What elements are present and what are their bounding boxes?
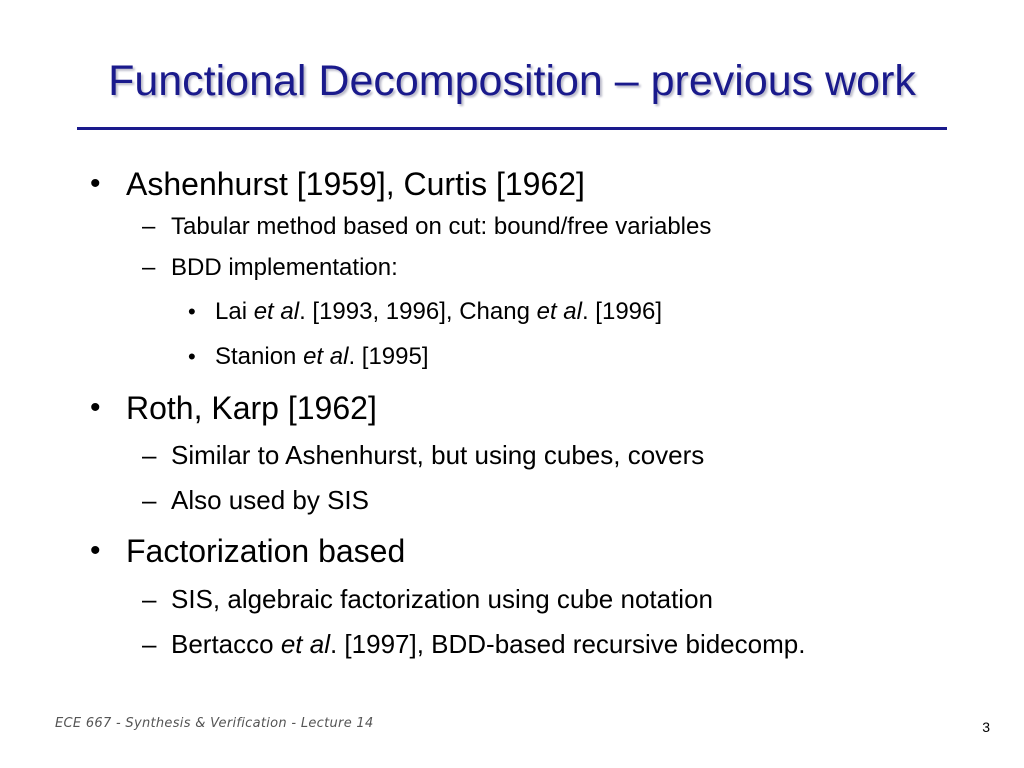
slide-footer: ECE 667 - Synthesis & Verification - Lecture 14: [55, 716, 374, 731]
dash-marker: –: [142, 440, 157, 470]
list-item-text: Roth, Karp [1962]: [126, 390, 377, 426]
list-item-text: Ashenhurst [1959], Curtis [1962]: [126, 166, 585, 202]
list-item-text: Bertacco et al. [1997], BDD-based recursive bidecomp.: [171, 629, 806, 659]
dash-marker: –: [142, 629, 157, 659]
dash-marker: –: [142, 584, 157, 614]
list-item-text: Stanion et al. [1995]: [215, 343, 429, 370]
list-item: [188, 342, 429, 372]
slide-title: Functional Decomposition – previous work: [108, 57, 916, 105]
list-item: [142, 439, 704, 471]
bullet-marker: •: [188, 299, 196, 324]
list-item-text: BDD implementation:: [171, 254, 398, 281]
list-item: [142, 253, 398, 283]
list-item: [90, 165, 585, 203]
list-item: [90, 532, 405, 570]
list-item-text: Lai et al. [1993, 1996], Chang et al. [1996]: [215, 298, 663, 325]
list-item-text: Also used by SIS: [171, 485, 369, 515]
list-item-text: Tabular method based on cut: bound/free variables: [171, 213, 712, 240]
list-item-text: Similar to Ashenhurst, but using cubes, covers: [171, 440, 705, 470]
dash-marker: –: [142, 213, 156, 240]
list-item-text: SIS, algebraic factorization using cube notation: [171, 584, 714, 614]
dash-marker: –: [142, 254, 156, 281]
title-underline: [77, 127, 947, 130]
dash-marker: –: [142, 485, 157, 515]
list-item: [142, 212, 711, 242]
list-item: [142, 583, 713, 615]
list-item: [90, 389, 377, 427]
list-item-text: Factorization based: [126, 533, 406, 569]
list-item: [142, 484, 369, 516]
bullet-marker: •: [90, 391, 101, 424]
list-item: [188, 297, 662, 327]
list-item: [142, 628, 805, 660]
bullet-marker: •: [188, 344, 196, 369]
page-number: 3: [982, 719, 990, 735]
bullet-marker: •: [90, 534, 101, 567]
bullet-marker: •: [90, 167, 101, 200]
